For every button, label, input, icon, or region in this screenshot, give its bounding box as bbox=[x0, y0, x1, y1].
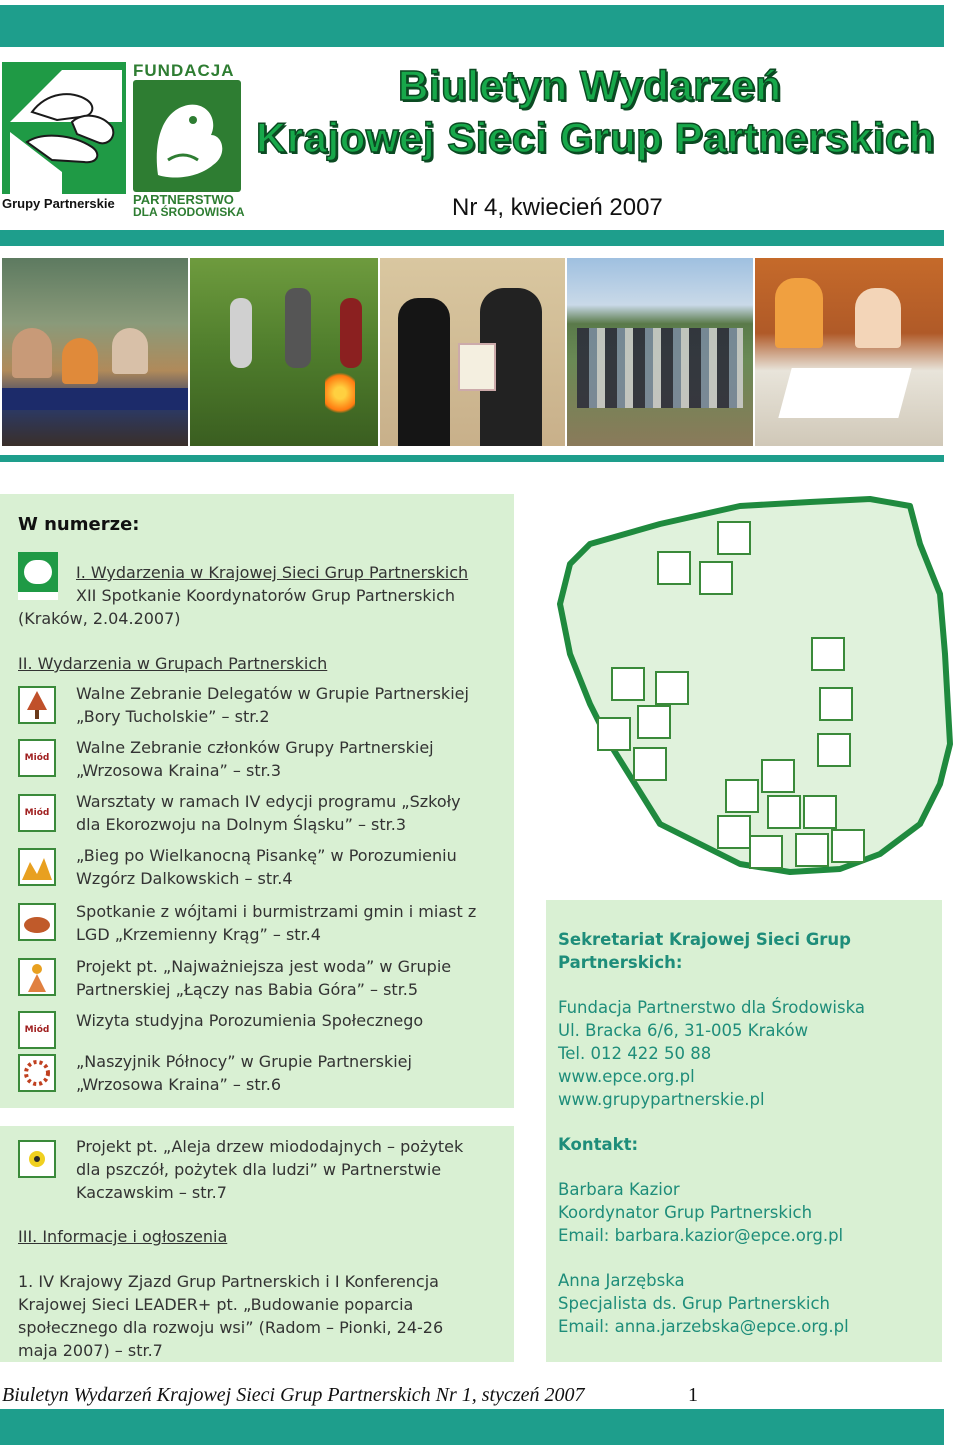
toc-entry-5-line2: LGD „Krzemienny Krąg” – str.4 bbox=[76, 925, 321, 944]
hills-icon bbox=[18, 848, 56, 886]
toc-entry-6-line2: Partnerskiej „Łączy nas Babia Góra” – str.5 bbox=[76, 980, 419, 999]
toc-info-1-line4: maja 2007) – str.7 bbox=[18, 1341, 163, 1360]
toc-entry-8-line2: dla pszczół, pożytek dla ludzi” w Partnerstwie bbox=[76, 1160, 442, 1179]
toc-entry-1-line1: Walne Zebranie Delegatów w Grupie Partnerskiej bbox=[76, 684, 469, 703]
contact1-name: Barbara Kazior bbox=[558, 1180, 680, 1199]
toc-info-1-line3: społecznego dla rozwoju wsi” (Radom – Pionki, 24-26 bbox=[18, 1318, 444, 1337]
contact-heading: Kontakt: bbox=[558, 1135, 639, 1154]
toc-entry-3-line1: Warsztaty w ramach IV edycji programu „Szkoły bbox=[76, 792, 461, 811]
issue-number: Nr 4, kwiecień 2007 bbox=[452, 194, 663, 221]
phone: Tel. 012 422 50 88 bbox=[558, 1044, 712, 1063]
logo2-top: FUNDACJA bbox=[133, 61, 235, 80]
toc-entry-2[interactable] bbox=[76, 736, 516, 782]
honey-jar-icon: Miód bbox=[18, 1011, 56, 1049]
photo-award bbox=[380, 258, 565, 446]
tree-icon bbox=[18, 686, 56, 724]
photo-campfire bbox=[190, 258, 378, 446]
toc-entry-3[interactable] bbox=[76, 790, 516, 836]
angel-icon bbox=[18, 958, 56, 996]
toc-entry-5-line1: Spotkanie z wójtami i burmistrzami gmin i miast z bbox=[76, 902, 477, 921]
toc-entry-1[interactable] bbox=[76, 682, 516, 728]
toc-entry-7-line3: „Wrzosowa Kraina” – str.6 bbox=[76, 1075, 281, 1094]
honey-jar-icon: Miód bbox=[18, 739, 56, 777]
toc-section1-line2: (Kraków, 2.04.2007) bbox=[18, 609, 181, 628]
toc-entry-7-line2: „Naszyjnik Północy” w Grupie Partnerskiej bbox=[76, 1052, 412, 1071]
logo2-bottom1: PARTNERSTWO bbox=[133, 192, 234, 207]
photos-bottom-bar bbox=[0, 455, 944, 462]
org-name: Fundacja Partnerstwo dla Środowiska bbox=[558, 998, 865, 1017]
title-line1: Biuletyn Wydarzeń bbox=[398, 62, 782, 109]
secretariat-heading-2: Partnerskich: bbox=[558, 953, 683, 972]
toc-entry-1-line2: „Bory Tucholskie” – str.2 bbox=[76, 707, 270, 726]
contact1-role: Koordynator Grup Partnerskich bbox=[558, 1203, 813, 1222]
photo-group bbox=[567, 258, 753, 446]
toc-entry-6[interactable] bbox=[76, 955, 516, 1001]
toc-section2-title[interactable]: II. Wydarzenia w Grupach Partnerskich bbox=[18, 654, 328, 673]
toc-entry-7-line1[interactable]: Wizyta studyjna Porozumienia Społecznego bbox=[76, 1011, 424, 1030]
website-link-2[interactable]: www.grupypartnerskie.pl bbox=[558, 1090, 765, 1109]
contact2-email[interactable]: Email: anna.jarzebska@epce.org.pl bbox=[558, 1317, 849, 1336]
logo2-bottom2: DLA ŚRODOWISKA bbox=[133, 205, 245, 219]
photo-meeting-room bbox=[2, 258, 188, 446]
necklace-icon bbox=[18, 1054, 56, 1092]
title-line2: Krajowej Sieci Grup Partnerskich bbox=[256, 114, 935, 161]
footer-text: Biuletyn Wydarzeń Krajowej Sieci Grup Partnerskich Nr 1, styczeń 2007 bbox=[2, 1384, 585, 1406]
toc-section1-line1: XII Spotkanie Koordynatorów Grup Partnerskich bbox=[76, 586, 456, 605]
toc-info-1[interactable] bbox=[18, 1270, 508, 1362]
toc-entry-6-line1: Projekt pt. „Najważniejsza jest woda” w Grupie bbox=[76, 957, 452, 976]
footer-bar bbox=[0, 1409, 944, 1445]
contact2-role: Specjalista ds. Grup Partnerskich bbox=[558, 1294, 830, 1313]
bird-icon bbox=[133, 80, 241, 192]
toc-entry-4[interactable] bbox=[76, 844, 516, 890]
bee-flower-icon bbox=[18, 1140, 56, 1178]
website-link-1[interactable]: www.epce.org.pl bbox=[558, 1067, 695, 1086]
fundacja-logo bbox=[133, 61, 245, 220]
contact2-name: Anna Jarzębska bbox=[558, 1271, 685, 1290]
grupy-partnerskie-logo bbox=[2, 62, 126, 217]
honey-jar-icon: Miód bbox=[18, 794, 56, 832]
hedgehog-icon bbox=[18, 903, 56, 941]
toc-entry-2-line1: Walne Zebranie członków Grupy Partnerskiej bbox=[76, 738, 434, 757]
toc-entry-8-line3: Kaczawskim – str.7 bbox=[76, 1183, 227, 1202]
toc-entry-4-line2: Wzgórz Dalkowskich – str.4 bbox=[76, 869, 293, 888]
secretariat-block bbox=[558, 928, 938, 1338]
toc-entry-4-line1: „Bieg po Wielkanocną Pisankę” w Porozumieniu bbox=[76, 846, 457, 865]
secretariat-heading-1: Sekretariat Krajowej Sieci Grup bbox=[558, 930, 851, 949]
toc-entry-3-line2: dla Ekorozwoju na Dolnym Śląsku” – str.3 bbox=[76, 815, 407, 834]
toc-entry-7[interactable] bbox=[76, 1050, 516, 1096]
address: Ul. Bracka 6/6, 31-005 Kraków bbox=[558, 1021, 809, 1040]
contact1-email[interactable]: Email: barbara.kazior@epce.org.pl bbox=[558, 1226, 844, 1245]
toc-entry-8-line1: Projekt pt. „Aleja drzew miododajnych – pożytek bbox=[76, 1137, 464, 1156]
header-bottom-bar bbox=[0, 230, 944, 246]
hands-icon bbox=[2, 62, 126, 194]
toc-gap bbox=[0, 1108, 514, 1126]
toc-info-1-line1: 1. IV Krajowy Zjazd Grup Partnerskich i I Konferencja bbox=[18, 1272, 439, 1291]
toc-entry-5[interactable] bbox=[76, 900, 516, 946]
top-bar bbox=[0, 5, 944, 47]
logo1-label: Grupy Partnerskie bbox=[2, 196, 115, 211]
toc-section3-title[interactable]: III. Informacje i ogłoszenia bbox=[18, 1227, 228, 1246]
photo-workshop bbox=[755, 258, 943, 446]
poland-map bbox=[540, 484, 955, 884]
page-number: 1 bbox=[688, 1384, 698, 1406]
toc-info-1-line2: Krajowej Sieci LEADER+ pt. „Budowanie poparcia bbox=[18, 1295, 414, 1314]
toc-gp-logo-icon bbox=[18, 552, 58, 600]
toc-entry-2-line2: „Wrzosowa Kraina” – str.3 bbox=[76, 761, 281, 780]
toc-heading: W numerze: bbox=[18, 514, 140, 535]
toc-entry-8[interactable] bbox=[76, 1135, 516, 1204]
toc-section1-title[interactable]: I. Wydarzenia w Krajowej Sieci Grup Partnerskich bbox=[76, 563, 469, 582]
